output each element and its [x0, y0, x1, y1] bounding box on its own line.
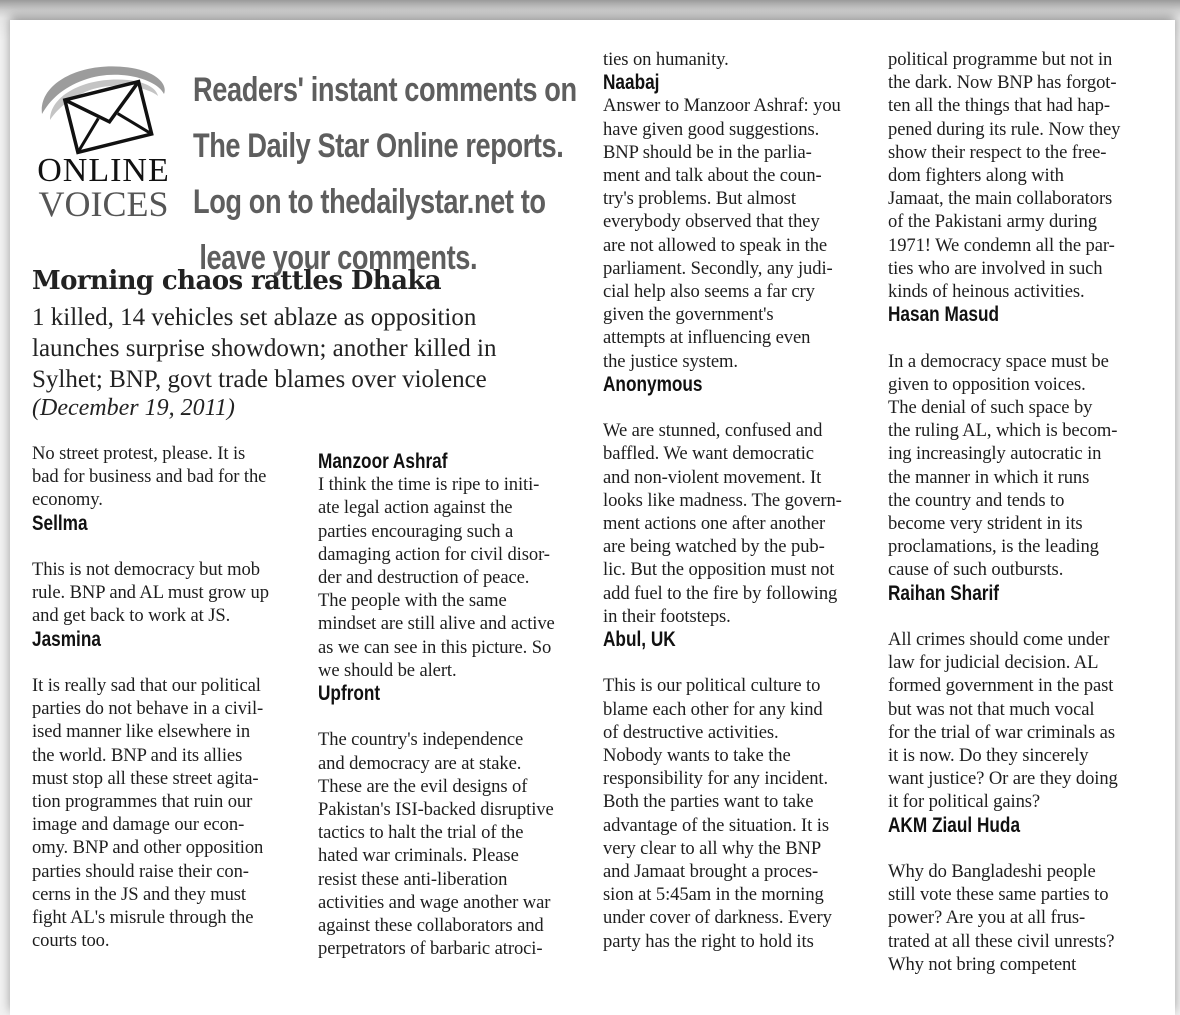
comment-author: Upfront [318, 682, 381, 705]
comment-text-line: der and destruction of peace. [318, 567, 530, 588]
comment-text-line: Why not bring competent [888, 953, 1077, 975]
comment-author: Abul, UK [603, 628, 676, 651]
envelope-icon [36, 54, 176, 164]
comment-author: Sellma [32, 511, 88, 535]
comment-text-line: in their footsteps. [603, 605, 731, 627]
comment-text-line: The country's independence [318, 729, 524, 751]
comment-text-line: pened during its rule. Now they [888, 118, 1121, 140]
comment-author: AKM Ziaul Huda [888, 813, 1021, 837]
promo-line: Readers' instant comments on [193, 71, 577, 109]
comment-author: Naabaj [603, 71, 660, 95]
comment-text-line: ties who are involved in such [888, 257, 1103, 279]
comment-text-line: and non-violent movement. It [603, 466, 822, 488]
comment-text-line: given the government's [603, 304, 774, 326]
comment-text-line: want justice? Or are they doing [888, 768, 1118, 790]
comment-text-line: formed government in the past [888, 675, 1114, 697]
comment-text-line: No street protest, please. It is [32, 443, 246, 464]
comment-text-line: rule. BNP and AL must grow up [32, 582, 269, 604]
article-subhead [32, 302, 592, 395]
comment-text-line: attempts at influencing even [603, 327, 811, 349]
comment-text-line: for the trial of war criminals as [888, 721, 1115, 743]
comment-text-line: ten all the things that had hap- [888, 95, 1110, 117]
comment-text-line: of destructive activities. [603, 721, 779, 743]
comment-text-line: ate legal action against the [318, 497, 513, 519]
comment-text-line: and get back to work at JS. [32, 605, 231, 627]
comment-text-line: sion at 5:45am in the morning [603, 884, 824, 906]
comment-text-line: ment actions one after another [603, 513, 826, 534]
comment-author: Manzoor Ashraf [318, 450, 448, 473]
comment-text-line: Why do Bangladeshi people [888, 861, 1096, 882]
comment-text-line: show their respect to the free- [888, 141, 1107, 163]
comment-text-line: are not allowed to speak in the [603, 234, 828, 256]
comment-text-line: The people with the same [318, 590, 507, 612]
comment-text-line: it is now. Do they sincerely [888, 745, 1089, 766]
comment-text-line: parties encouraging such a [318, 520, 514, 542]
comment-text-line: All crimes should come under [888, 629, 1110, 650]
comment-text-line: ised manner like elsewhere in [32, 721, 251, 743]
comment-author: Jasmina [32, 627, 101, 651]
subhead-line: launches surprise showdown; another killed in [32, 335, 497, 362]
comment-text-line: activities and wage another war [318, 891, 551, 913]
comment-text-line: try's problems. But almost [603, 188, 796, 210]
comment-text-line: dom fighters along with [888, 165, 1064, 186]
comment-author: Anonymous [603, 372, 703, 396]
comment-text-line: lic. But the opposition must not [603, 559, 835, 581]
comment-text-line: the world. BNP and its allies [32, 744, 243, 766]
comment-text-line: political programme but not in [888, 49, 1113, 70]
comment-text-line: add fuel to the fire by following [603, 582, 838, 604]
subhead-line: 1 killed, 14 vehicles set ablaze as opposition [32, 304, 477, 331]
comment-text-line: Both the parties want to take [603, 791, 814, 813]
comment-text-line: we should be alert. [318, 659, 457, 681]
comment-text-line: Jamaat, the main collaborators [888, 188, 1113, 210]
comment-text-line: ties on humanity. [603, 49, 729, 70]
promo-line: Log on to thedailystar.net to [193, 183, 546, 221]
comment-text-line: proclamations, is the leading [888, 536, 1099, 558]
article-headline: Morning chaos rattles Dhaka [32, 266, 441, 296]
comment-text-line: become very strident in its [888, 513, 1083, 534]
comment-text-line: but was not that much vocal [888, 698, 1095, 720]
newspaper-page [10, 20, 1175, 1015]
comment-text-line: still vote these same parties to [888, 884, 1109, 906]
comment-text-line: Nobody wants to take the [603, 745, 791, 766]
comment-text-line: the justice system. [603, 350, 738, 372]
comment-text-line: the country and tends to [888, 489, 1065, 511]
comment-text-line: Answer to Manzoor Ashraf: you [603, 95, 841, 117]
comment-text-line: law for judicial decision. AL [888, 652, 1099, 674]
comment-text-line: the ruling AL, which is becom- [888, 420, 1118, 442]
comment-text-line: party has the right to hold its [603, 930, 814, 952]
comment-author: Raihan Sharif [888, 581, 1000, 605]
comment-text-line: baffled. We want democratic [603, 443, 814, 465]
comment-text-line: as we can see in this picture. So [318, 636, 552, 658]
comment-text-line: power? Are you at all frus- [888, 907, 1086, 929]
comment-text-line: and democracy are at stake. [318, 752, 522, 774]
comment-text-line: BNP should be in the parlia- [603, 141, 812, 163]
comment-text-line: fight AL's misrule through the [32, 907, 254, 928]
comment-text-line: have given good suggestions. [603, 118, 820, 140]
comment-text-line: everybody observed that they [603, 211, 820, 233]
subhead-line: Sylhet; BNP, govt trade blames over violence [32, 366, 487, 393]
comment-text-line: omy. BNP and other opposition [32, 837, 264, 859]
comment-text-line: cause of such outbursts. [888, 559, 1064, 581]
comment-text-line: advantage of the situation. It is [603, 814, 829, 836]
comment-text-line: blame each other for any kind [603, 698, 823, 720]
comment-text-line: it for political gains? [888, 791, 1041, 813]
comment-text-line: 1971! We condemn all the par- [888, 234, 1115, 256]
comment-text-line: It is really sad that our political [32, 675, 261, 696]
comment-text-line: In a democracy space must be [888, 350, 1109, 372]
promo-line: leave your comments. [199, 239, 478, 277]
comment-text-line: image and damage our econ- [32, 814, 245, 836]
comment-text-line: cerns in the JS and they must [32, 883, 246, 905]
comment-text-line: the manner in which it runs [888, 466, 1090, 488]
comment-text-line: ment and talk about the coun- [603, 165, 822, 186]
comment-text-line: damaging action for civil disor- [318, 543, 550, 565]
comment-text-line: bad for business and bad for the [32, 466, 267, 488]
comment-text-line: tion programmes that ruin our [32, 791, 253, 812]
comment-text-line: This is our political culture to [603, 675, 821, 697]
comment-text-line: looks like madness. The govern- [603, 489, 842, 511]
comment-text-line: parties should raise their con- [32, 860, 249, 882]
comment-text-line: hated war criminals. Please [318, 845, 519, 867]
comment-text-line: responsibility for any incident. [603, 768, 829, 790]
comment-text-line: very clear to all why the BNP [603, 837, 822, 859]
comment-text-line: mindset are still alive and active [318, 613, 555, 635]
comment-text-line: given to opposition voices. [888, 373, 1086, 395]
logo-text-online: ONLINE [37, 152, 170, 189]
comment-text-line: are being watched by the pub- [603, 536, 825, 558]
comment-text-line: resist these anti-liberation [318, 868, 508, 890]
comment-text-line: and Jamaat brought a proces- [603, 861, 819, 882]
comment-text-line: must stop all these street agita- [32, 767, 259, 789]
promo-line: The Daily Star Online reports. [193, 127, 564, 165]
comment-text-line: courts too. [32, 930, 110, 952]
comment-text-line: We are stunned, confused and [603, 420, 823, 442]
comment-text-line: trated at all these civil unrests? [888, 930, 1115, 952]
comment-text-line: economy. [32, 489, 103, 511]
comment-text-line: the dark. Now BNP has forgot- [888, 72, 1117, 94]
comment-text-line: tactics to halt the trial of the [318, 822, 524, 844]
comment-text-line: of the Pakistani army during [888, 211, 1097, 233]
online-voices-logo [36, 54, 181, 224]
promo-text [193, 62, 577, 286]
comment-text-line: perpetrators of barbaric atroci- [318, 938, 543, 960]
article-date: (December 19, 2011) [32, 395, 235, 421]
logo-text-voices: VOICES [38, 184, 169, 224]
comment-text-line: kinds of heinous activities. [888, 281, 1085, 302]
comment-text-line: I think the time is ripe to initi- [318, 474, 540, 496]
comment-text-line: The denial of such space by [888, 397, 1093, 418]
comment-text-line: against these collaborators and [318, 915, 544, 936]
comment-text-line: parliament. Secondly, any judi- [603, 257, 833, 279]
comment-text-line: cial help also seems a far cry [603, 281, 815, 302]
comment-text-line: parties do not behave in a civil- [32, 698, 264, 720]
comment-text-line: under cover of darkness. Every [603, 907, 832, 929]
comment-author: Hasan Masud [888, 303, 1000, 327]
comment-text-line: ing increasingly autocratic in [888, 443, 1102, 465]
comment-text-line: These are the evil designs of [318, 775, 528, 797]
comment-text-line: Pakistan's ISI-backed disruptive [318, 799, 554, 820]
comment-text-line: This is not democracy but mob [32, 559, 260, 580]
